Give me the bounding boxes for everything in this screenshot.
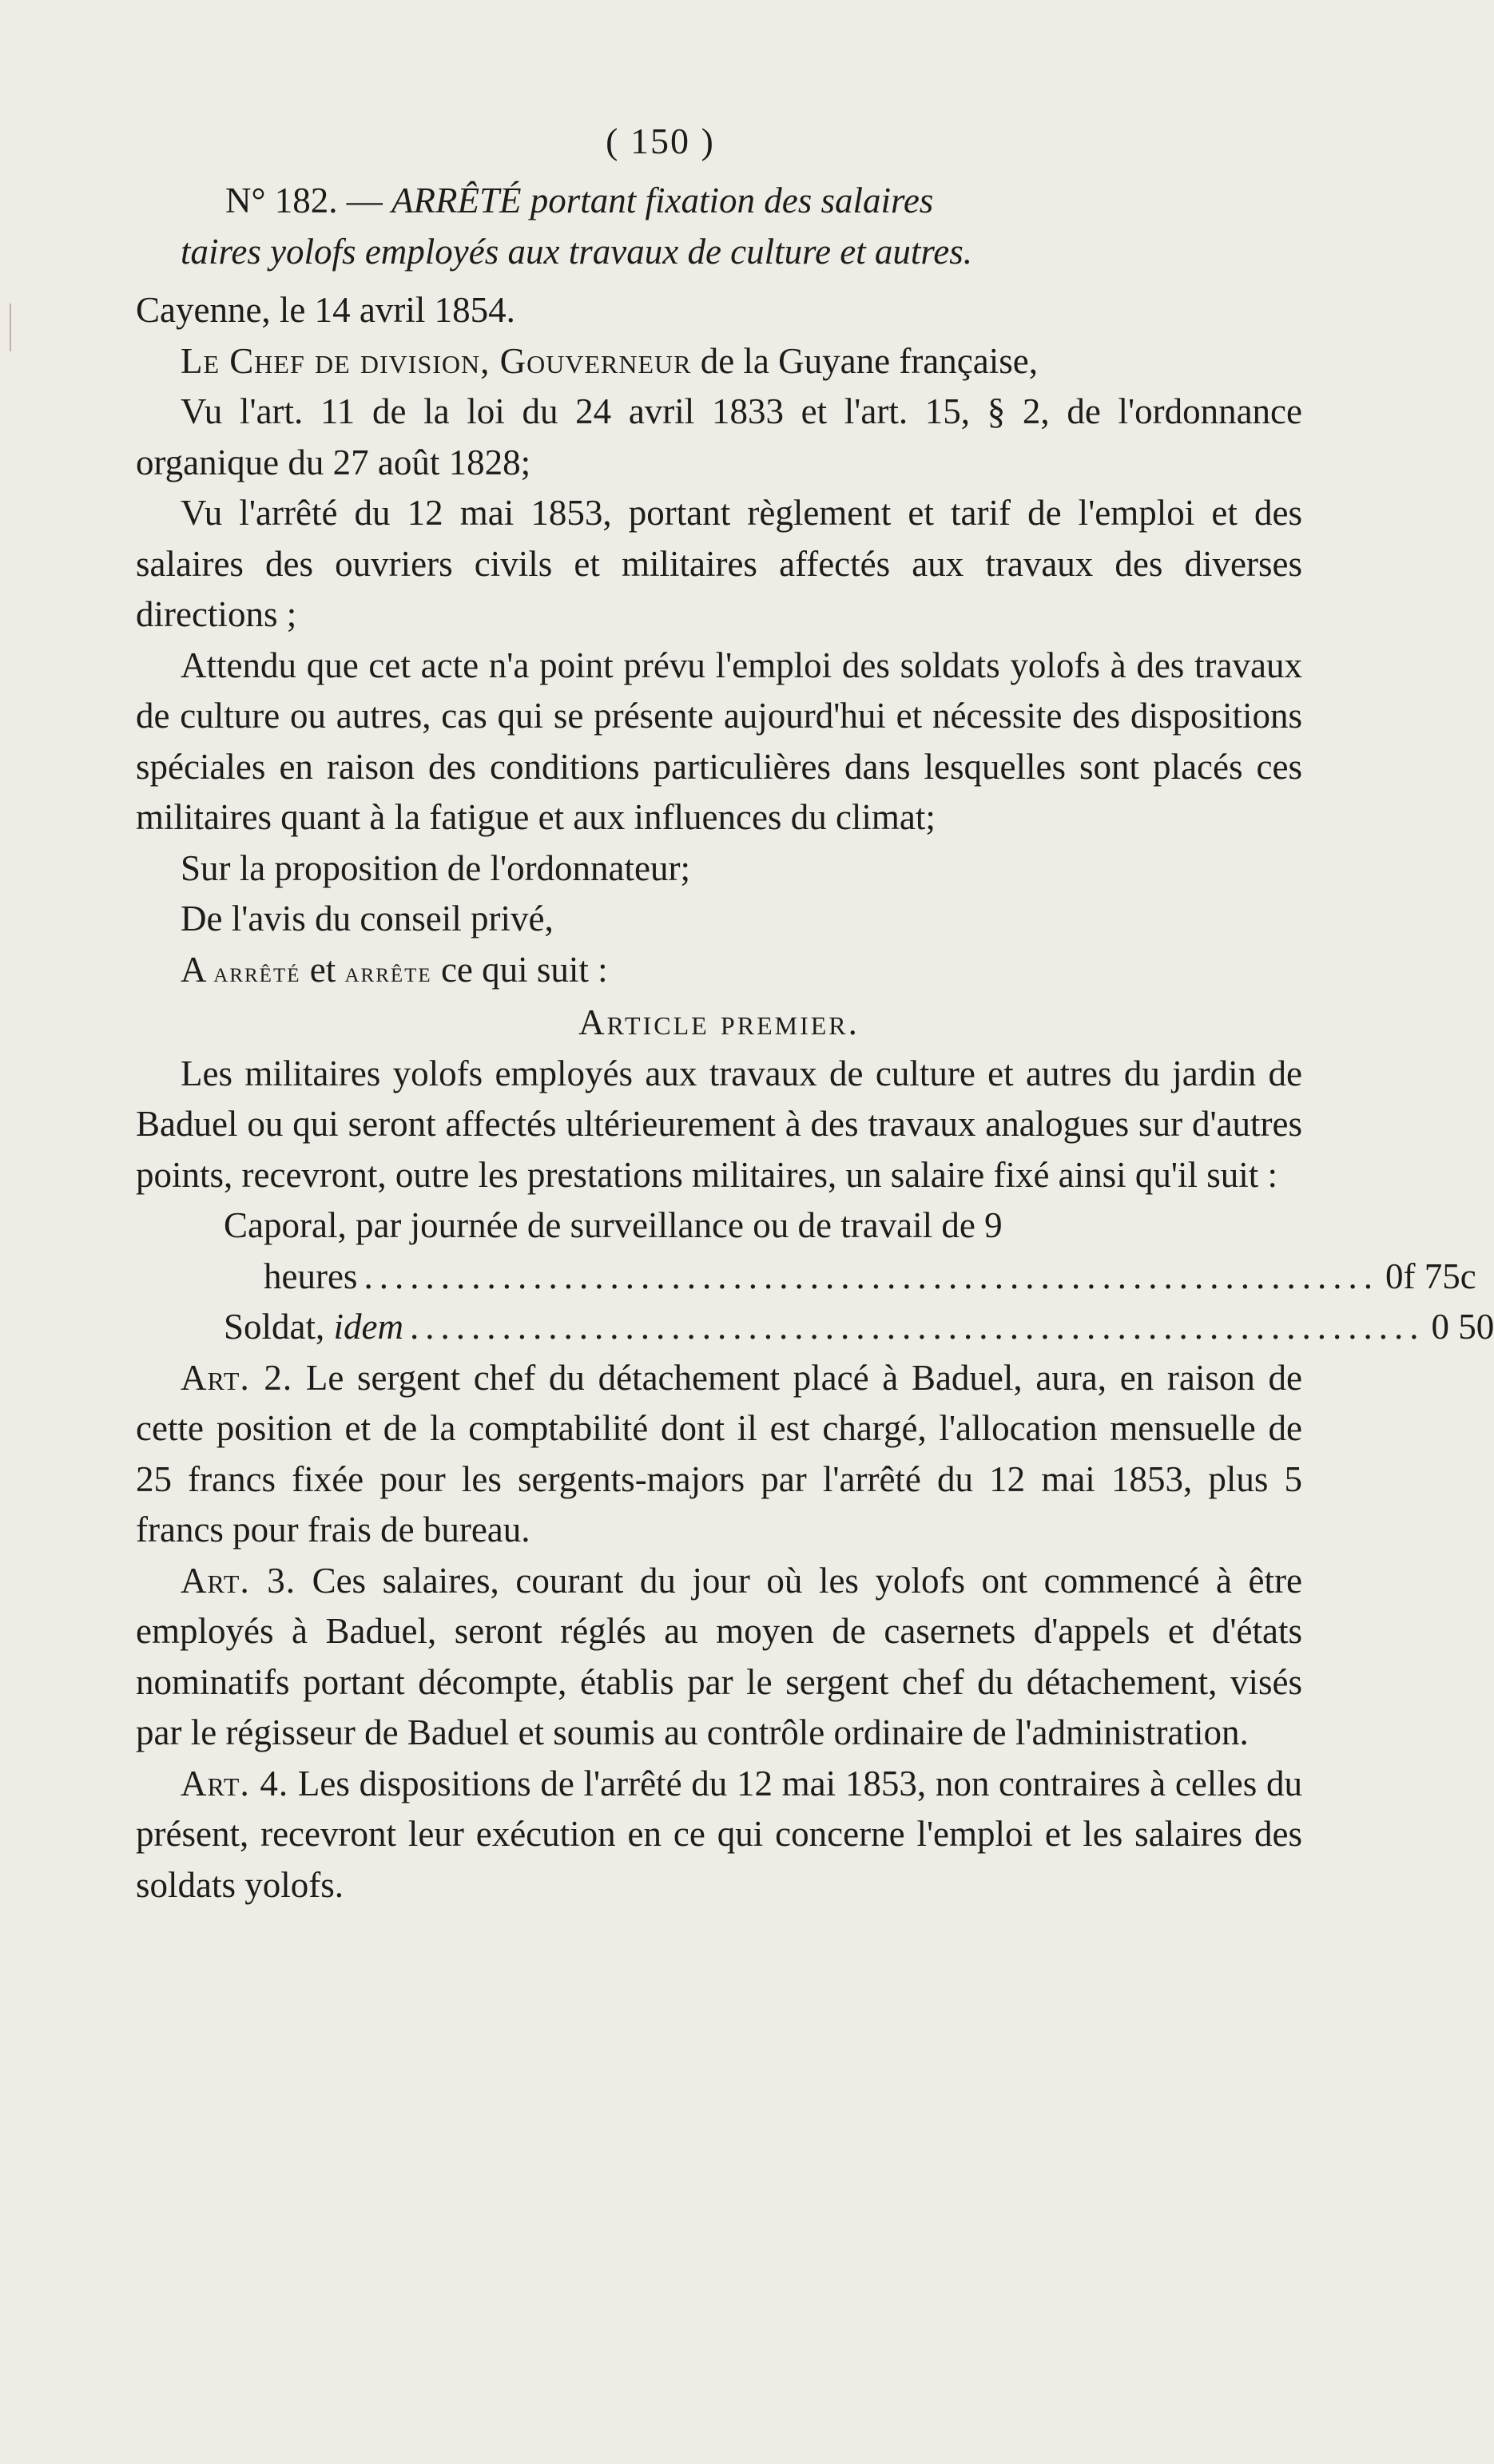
document-title (136, 176, 1302, 277)
chief-title: Le Chef de division, Gouverneur (181, 340, 692, 381)
title-line-2: taires yolofs employés aux travaux de culture et autres. (181, 231, 973, 272)
document-body (136, 176, 1494, 1910)
decree-et: et (300, 949, 345, 990)
paragraph-proposition: Sur la proposition de l'ordonnateur; (181, 847, 690, 888)
rate-caporal-row (136, 1252, 1476, 1303)
title-keyword: ARRÊTÉ (391, 181, 522, 220)
title-rest: portant fixation des salaires (521, 181, 934, 220)
preamble-chief (136, 336, 1302, 387)
article-4-text: Les dispositions de l'arrêté du 12 mai 1853, non contraires à celles du présent, recevront leur exécution en ce qui concerne l'emploi et les salaires des soldats yolofs. (136, 1763, 1302, 1905)
paragraph-attendu: Attendu que cet acte n'a point prévu l'emploi des soldats yolofs à des travaux de culture ou autres, cas qui se présente aujourd'hui et nécessite des dispositions spéciales en raison des conditions particulières dans lesquelles sont placés ces militaires quant à la fatigue et aux influences du climat; (136, 645, 1302, 837)
leader-dots: .................................................................. (364, 1256, 1379, 1296)
rate-caporal-line: Caporal, par journée de surveillance ou de travail de 9 (224, 1205, 1003, 1245)
rate-caporal-amount: 0f 75c (1385, 1256, 1476, 1296)
decree-a: A (181, 949, 205, 990)
article-4-label: Art. 4. (181, 1763, 289, 1803)
paragraph-avis: De l'avis du conseil privé, (181, 899, 554, 938)
dateline: Cayenne, le 14 avril 1854. (136, 290, 515, 330)
rate-soldat-idem: idem (333, 1307, 403, 1347)
rate-soldat-label (224, 1302, 403, 1353)
decree-arrete-2: arrête (344, 955, 432, 988)
decree-statement (136, 945, 1302, 998)
article-3-label: Art. 3. (181, 1560, 296, 1601)
rate-soldat-amount: 0 50 (1431, 1307, 1494, 1347)
title-dash: — (337, 181, 391, 220)
paragraph-vu-arrete: Vu l'arrêté du 12 mai 1853, portant règlement et tarif de l'emploi et des salaires des ouvriers civils et militaires affectés aux travaux des diverses directions ; (136, 493, 1302, 634)
article-3 (136, 1556, 1302, 1759)
rate-soldat-text: Soldat, (224, 1307, 334, 1347)
decree-arrete-1: arrêté (213, 955, 301, 988)
article-4 (136, 1759, 1302, 1911)
article-heading: Article premier. (578, 1002, 860, 1042)
rate-caporal-hours: heures (264, 1256, 358, 1296)
page-number: ( 150 ) (606, 121, 715, 161)
page-edge-mark (10, 304, 11, 351)
decree-number: N° 182. (225, 181, 338, 220)
decree-rest: ce qui suit : (431, 949, 608, 990)
chief-rest: de la Guyane française, (691, 340, 1038, 381)
article-2 (136, 1353, 1302, 1556)
rate-soldat-row (136, 1302, 1494, 1353)
article-2-label: Art. 2. (181, 1357, 293, 1398)
paragraph-vu-loi: Vu l'art. 11 de la loi du 24 avril 1833 et l'art. 15, § 2, de l'ordonnance organique du 27 août 1828; (136, 391, 1302, 482)
article-3-text: Ces salaires, courant du jour où les yolofs ont commencé à être employés à Baduel, seront réglés au moyen de casernets d'appels et d'états nominatifs portant décompte, établis par le sergent chef du détachement, visés par le régisseur de Baduel et soumis au contrôle ordinaire de l'administration. (136, 1560, 1302, 1752)
leader-dots: .................................................................. (410, 1307, 1425, 1347)
article-2-text: Le sergent chef du détachement placé à Baduel, aura, en raison de cette position et de la comptabilité dont il est chargé, l'allocation mensuelle de 25 francs fixée pour les sergents-majors par l'arrêté du 12 mai 1853, plus 5 francs pour frais de bureau. (136, 1357, 1303, 1549)
article-1-text: Les militaires yolofs employés aux travaux de culture et autres du jardin de Baduel ou qui seront affectés ultérieurement à des travaux analogues sur d'autres points, recevront, outre les prestations militaires, un salaire fixé ainsi qu'il suit : (136, 1053, 1302, 1195)
